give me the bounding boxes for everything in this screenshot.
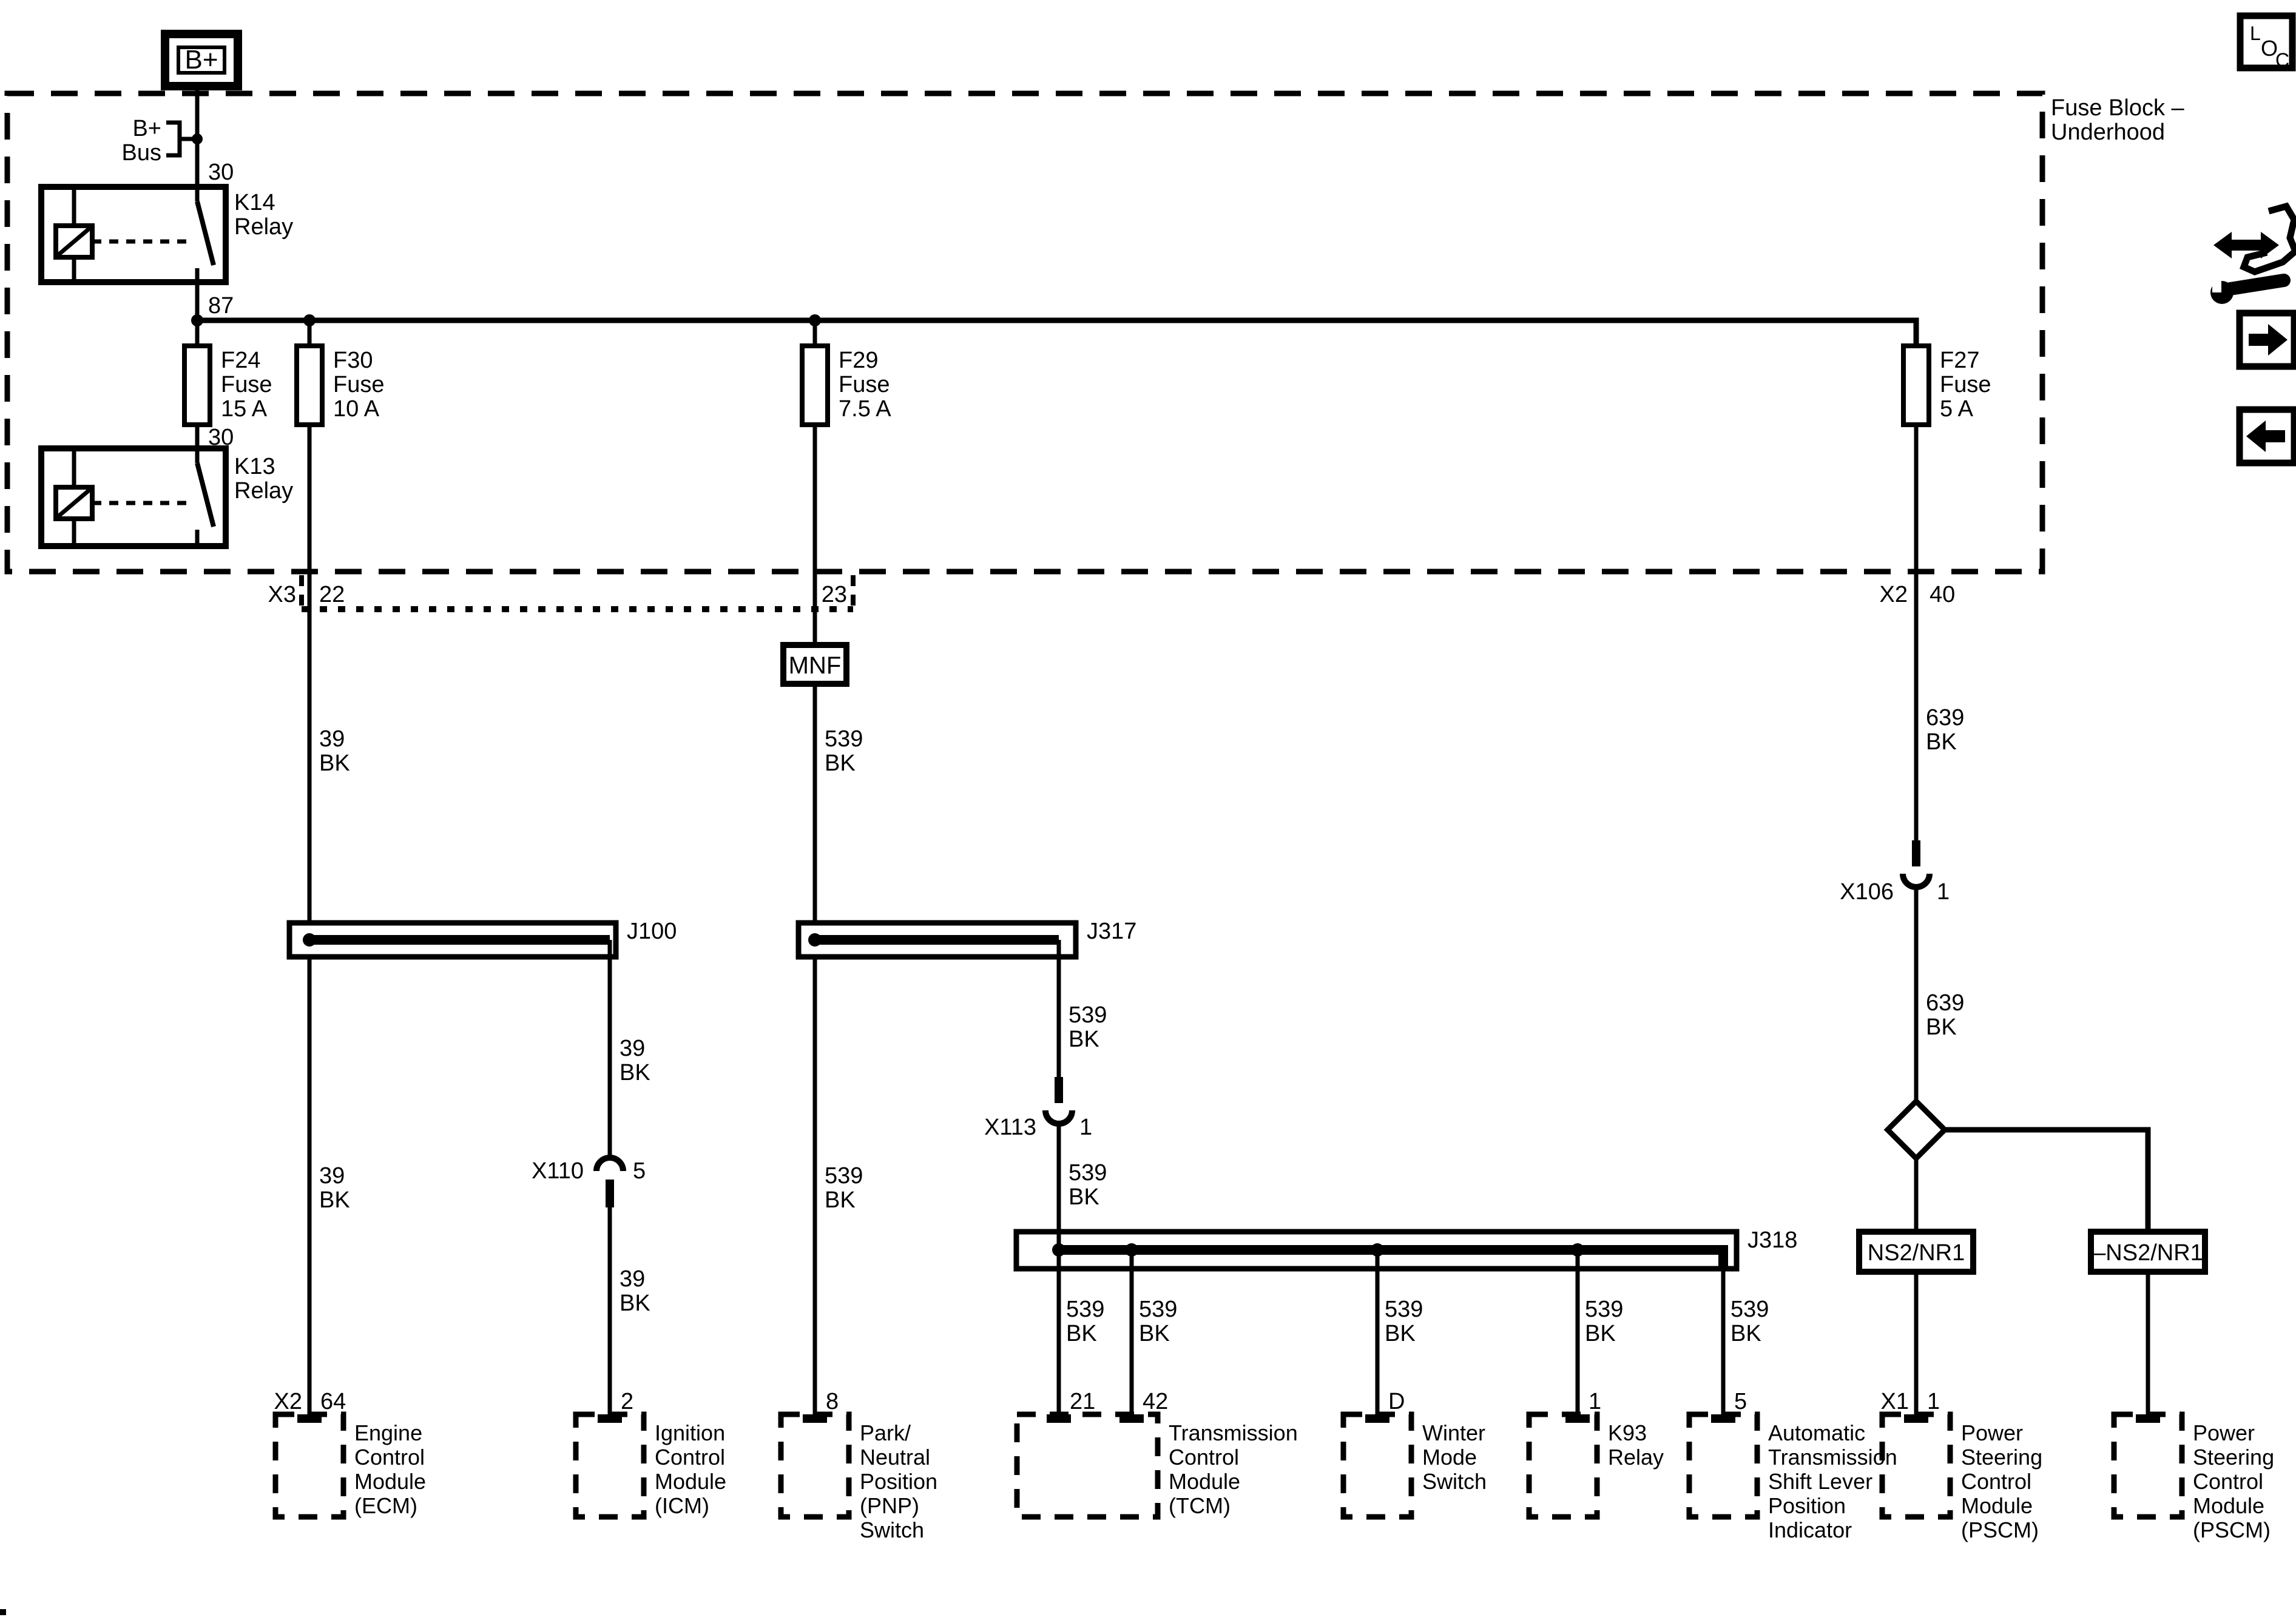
- svg-text:Ignition: Ignition: [655, 1420, 726, 1445]
- svg-text:Park/: Park/: [860, 1420, 911, 1445]
- svg-text:BK: BK: [1926, 729, 1957, 755]
- svg-text:BK: BK: [1066, 1321, 1097, 1346]
- svg-text:Power: Power: [1961, 1420, 2024, 1445]
- k13-name-2: Relay: [234, 478, 294, 504]
- svg-text:539: 539: [825, 1163, 863, 1189]
- svg-text:Position: Position: [860, 1469, 938, 1494]
- svg-text:1: 1: [1927, 1389, 1940, 1414]
- f24-rating: 15 A: [221, 396, 268, 422]
- svg-text:(PSCM): (PSCM): [1961, 1517, 2039, 1542]
- x2-pin-40: 40: [1930, 582, 1956, 607]
- svg-text:42: 42: [1143, 1389, 1169, 1414]
- fuse-f30: [297, 346, 384, 425]
- svg-text:BK: BK: [319, 751, 350, 776]
- svg-text:639: 639: [1926, 990, 1965, 1016]
- ns2-neg-label: –NS2/NR1: [2093, 1240, 2203, 1266]
- svg-text:Steering: Steering: [2193, 1445, 2275, 1470]
- svg-text:2: 2: [621, 1389, 634, 1414]
- k13-pin-30: 30: [208, 425, 234, 450]
- module-box-shift-indicator: [1689, 1414, 1757, 1517]
- svg-text:Position: Position: [1768, 1493, 1846, 1518]
- svg-text:X1: X1: [1880, 1389, 1909, 1414]
- svg-text:539: 539: [1585, 1297, 1624, 1322]
- svg-text:BK: BK: [620, 1060, 650, 1085]
- svg-text:539: 539: [1139, 1297, 1178, 1322]
- arrow-right-icon: [2249, 324, 2288, 356]
- fuse-block-label-line1: Fuse Block –: [2051, 95, 2184, 121]
- module-box-winter: [1343, 1414, 1411, 1517]
- svg-text:(TCM): (TCM): [1169, 1493, 1231, 1518]
- b-plus-bus-line2: Bus: [121, 140, 161, 166]
- svg-text:BK: BK: [825, 1187, 856, 1213]
- svg-text:Control: Control: [354, 1445, 425, 1470]
- k13-switch-arm: [197, 463, 214, 527]
- k14-pin-87: 87: [208, 293, 234, 319]
- svg-text:Transmission: Transmission: [1768, 1445, 1897, 1470]
- wrench-handle-icon: [2230, 280, 2284, 289]
- connector-x3: [268, 575, 853, 609]
- svg-text:(PNP): (PNP): [860, 1493, 919, 1518]
- x106-pin: 1: [1937, 879, 1950, 905]
- svg-text:39: 39: [319, 1163, 345, 1189]
- connector-x106: [1840, 840, 1950, 905]
- module-box-k93: [1529, 1414, 1597, 1517]
- f24-id: F24: [221, 348, 261, 373]
- svg-text:(ECM): (ECM): [354, 1493, 417, 1518]
- x113-socket: [1045, 1110, 1072, 1124]
- svg-text:Shift Lever: Shift Lever: [1768, 1469, 1873, 1494]
- f30-kind: Fuse: [333, 372, 385, 397]
- k14-name-2: Relay: [234, 214, 294, 240]
- b-plus-label: B+: [184, 45, 218, 75]
- fuse-f27: [1903, 346, 1991, 425]
- module-pin-labels: [274, 1389, 1940, 1414]
- loc-letter-l: L: [2250, 22, 2261, 44]
- svg-text:Relay: Relay: [1608, 1445, 1664, 1470]
- svg-text:39: 39: [620, 1036, 646, 1061]
- x3-pin-23: 23: [821, 582, 847, 607]
- f24-kind: Fuse: [221, 372, 272, 397]
- svg-text:Control: Control: [2193, 1469, 2264, 1494]
- ns2-label: NS2/NR1: [1867, 1240, 1965, 1266]
- inline-ns2-neg: [2091, 1232, 2205, 1272]
- svg-text:Neutral: Neutral: [860, 1445, 931, 1470]
- svg-text:(ICM): (ICM): [655, 1493, 709, 1518]
- fuse-f24: [184, 346, 272, 425]
- svg-text:Control: Control: [1961, 1469, 2032, 1494]
- svg-text:539: 539: [1069, 1002, 1107, 1028]
- svg-text:Module: Module: [1961, 1493, 2033, 1518]
- svg-text:539: 539: [825, 726, 863, 752]
- x110-label: X110: [532, 1158, 584, 1184]
- svg-text:539: 539: [1069, 1160, 1107, 1186]
- b-plus-terminal: [165, 34, 238, 86]
- inline-mnf: [783, 645, 846, 684]
- k14-switch-arm: [197, 201, 214, 265]
- x113-label: X113: [984, 1115, 1036, 1140]
- f29-rating: 7.5 A: [839, 396, 891, 422]
- splice-j317: [799, 919, 1136, 957]
- svg-text:Mode: Mode: [1422, 1445, 1477, 1470]
- previous-page-button[interactable]: [2240, 410, 2294, 463]
- fuse-block-label-line2: Underhood: [2051, 120, 2166, 145]
- svg-text:64: 64: [320, 1389, 346, 1414]
- svg-text:5: 5: [1734, 1389, 1747, 1414]
- loc-letter-o: O: [2261, 36, 2278, 61]
- module-box-ecm: [275, 1414, 343, 1517]
- relay-k14: [41, 187, 293, 282]
- x110-terminal: [606, 1180, 614, 1207]
- f29-id: F29: [839, 348, 879, 373]
- module-box-pscm2: [2114, 1414, 2182, 1517]
- svg-text:Power: Power: [2193, 1420, 2255, 1445]
- mnf-label: MNF: [788, 652, 842, 679]
- connector-x110: [532, 1158, 646, 1207]
- x113-pin: 1: [1079, 1115, 1093, 1140]
- module-box-tcm: [1017, 1414, 1158, 1517]
- j318-label: J318: [1747, 1227, 1798, 1253]
- svg-text:1: 1: [1589, 1389, 1602, 1414]
- relay-k13: [41, 448, 293, 546]
- svg-text:BK: BK: [319, 1187, 350, 1213]
- b-plus-bus: [122, 116, 203, 166]
- svg-text:Module: Module: [1169, 1469, 1241, 1494]
- svg-text:BK: BK: [1069, 1027, 1099, 1052]
- splice-diamond: [1888, 1101, 1945, 1158]
- svg-text:BK: BK: [1139, 1321, 1170, 1346]
- wire-diamond-branch: [1945, 1130, 2148, 1232]
- splice-j100: [289, 919, 677, 957]
- svg-text:Control: Control: [655, 1445, 726, 1470]
- connector-x113: [984, 1077, 1092, 1140]
- loc-button[interactable]: [2240, 16, 2292, 71]
- j100-label: J100: [627, 919, 677, 944]
- module-box-pnp: [781, 1414, 849, 1517]
- x2-label: X2: [1879, 582, 1908, 607]
- adjust-wrench-icon[interactable]: [2210, 206, 2295, 304]
- f30-rating: 10 A: [333, 396, 380, 422]
- f27-kind: Fuse: [1940, 372, 1991, 397]
- module-box-icm: [576, 1414, 644, 1517]
- wire-main-bus: [197, 320, 1916, 346]
- k13-name: K13: [234, 454, 275, 479]
- loc-letter-c: C: [2275, 49, 2290, 71]
- svg-text:BK: BK: [1385, 1321, 1416, 1346]
- f29-kind: Fuse: [839, 372, 890, 397]
- next-page-button[interactable]: [2240, 313, 2294, 366]
- svg-text:BK: BK: [1730, 1321, 1761, 1346]
- svg-text:(PSCM): (PSCM): [2193, 1517, 2271, 1542]
- corner-mark: [0, 1609, 6, 1615]
- arrow-left-icon: [2246, 420, 2285, 452]
- x106-terminal: [1912, 840, 1920, 866]
- svg-text:BK: BK: [825, 751, 856, 776]
- svg-text:Module: Module: [655, 1469, 727, 1494]
- svg-text:Module: Module: [354, 1469, 427, 1494]
- svg-text:Winter: Winter: [1422, 1420, 1486, 1445]
- svg-text:K93: K93: [1608, 1420, 1647, 1445]
- svg-text:BK: BK: [620, 1291, 650, 1316]
- f27-rating: 5 A: [1940, 396, 1973, 422]
- svg-text:D: D: [1388, 1389, 1405, 1414]
- x110-socket: [596, 1158, 623, 1171]
- svg-text:X2: X2: [274, 1389, 302, 1414]
- inline-ns2: [1859, 1232, 1973, 1272]
- svg-text:Module: Module: [2193, 1493, 2265, 1518]
- k14-pin-30: 30: [208, 160, 234, 185]
- x113-terminal: [1055, 1077, 1063, 1103]
- svg-text:8: 8: [826, 1389, 839, 1414]
- b-plus-bus-line1: B+: [132, 116, 161, 141]
- x106-socket: [1903, 874, 1930, 887]
- svg-text:39: 39: [319, 726, 345, 752]
- svg-text:539: 539: [1066, 1297, 1105, 1322]
- svg-text:Control: Control: [1169, 1445, 1240, 1470]
- f30-id: F30: [333, 348, 373, 373]
- x110-pin: 5: [633, 1158, 646, 1184]
- svg-text:Switch: Switch: [860, 1517, 925, 1542]
- svg-text:539: 539: [1730, 1297, 1769, 1322]
- x3-pin-22: 22: [319, 582, 345, 607]
- svg-text:21: 21: [1070, 1389, 1096, 1414]
- svg-text:BK: BK: [1926, 1014, 1957, 1040]
- svg-text:BK: BK: [1069, 1184, 1099, 1210]
- svg-text:BK: BK: [1585, 1321, 1616, 1346]
- svg-text:Indicator: Indicator: [1768, 1517, 1852, 1542]
- fuse-block-border: [7, 93, 2042, 572]
- svg-text:Engine: Engine: [354, 1420, 423, 1445]
- svg-text:Switch: Switch: [1422, 1469, 1487, 1494]
- svg-text:39: 39: [620, 1266, 646, 1292]
- svg-text:639: 639: [1926, 705, 1965, 731]
- x106-label: X106: [1840, 879, 1894, 905]
- x3-label: X3: [268, 582, 296, 607]
- j317-label: J317: [1087, 919, 1137, 944]
- svg-text:539: 539: [1385, 1297, 1423, 1322]
- svg-text:Steering: Steering: [1961, 1445, 2043, 1470]
- svg-text:Transmission: Transmission: [1169, 1420, 1298, 1445]
- k14-name: K14: [234, 190, 275, 215]
- f27-id: F27: [1940, 348, 1980, 373]
- svg-text:Automatic: Automatic: [1768, 1420, 1866, 1445]
- fuse-f29: [802, 346, 891, 425]
